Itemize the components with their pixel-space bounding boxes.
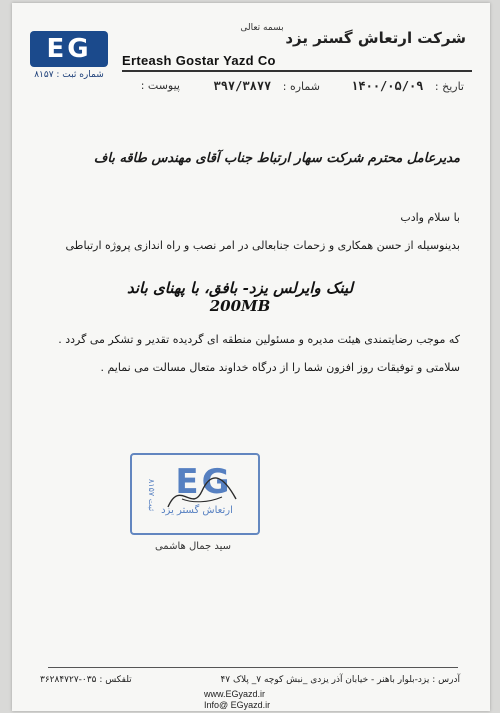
phone-number: ۰۳۵-۳۶۲۸۴۷۲۷	[40, 675, 97, 685]
footer-address: آدرس : یزد-بلوار باهنر - خیابان آذر یزدی _نبش کوچه ۷_ پلاک ۴۷	[220, 675, 460, 685]
signature-mark	[162, 469, 242, 519]
addressee: مدیرعامل محترم شرکت سهار ارتباط جناب آقای مهندس طاقه باف	[93, 151, 460, 166]
body-line-1: بدینوسیله از حسن همکاری و زحمات جنابعالی در امر نصب و راه اندازی پروژه ارتباطی	[65, 239, 460, 252]
number-field	[213, 79, 320, 93]
signer-name: سید جمال هاشمی	[154, 541, 232, 552]
registration-number: شماره ثبت : ۸۱۵۷	[34, 70, 104, 80]
body-line-3: سلامتی و توفیقات روز افزون شما را از درگاه خداوند متعال مسالت می نمایم .	[100, 361, 460, 374]
date-label: تاریخ :	[434, 80, 464, 93]
company-logo	[24, 27, 112, 81]
body-line-2: که موجب رضایتمندی هیئت مدیره و مسئولین منطقه ای گردیده تقدیر و تشکر می گردد .	[58, 333, 460, 346]
stamp-letters: EG	[175, 462, 233, 502]
attachment-field	[141, 79, 180, 92]
company-name-en: Erteash Gostar Yazd Co	[122, 53, 276, 68]
number-value: ۳۹۷/۳۸۷۷	[213, 79, 272, 93]
date-value: ۱۴۰۰/۰۵/۰۹	[351, 79, 424, 93]
attachment-label: پیوست :	[140, 79, 180, 92]
company-name-fa: شرکت ارتعاش گستر یزد	[285, 29, 466, 47]
header-rule	[122, 70, 472, 72]
stamp-company-name: ارتعاش گستر یزد	[161, 505, 233, 516]
stamp-side-text: ثبت ۸۱۵۷	[147, 478, 156, 512]
project-title: لینک وایرلس یزد- بافق، با پهنای باند 200MB	[126, 279, 354, 315]
date-field	[351, 79, 464, 93]
bismillah: بسمه تعالی	[240, 23, 284, 33]
footer-email: Info@ EGyazd.ir	[204, 700, 271, 710]
letter-sheet	[12, 3, 490, 711]
footer-rule	[48, 667, 458, 668]
greeting: با سلام وادب	[400, 211, 460, 224]
logo-letters: EG	[30, 31, 108, 67]
footer-website: www.EGyazd.ir	[204, 689, 266, 699]
phone-label: تلفکس :	[99, 675, 132, 685]
number-label: شماره :	[282, 80, 320, 93]
footer-phone	[40, 675, 132, 685]
